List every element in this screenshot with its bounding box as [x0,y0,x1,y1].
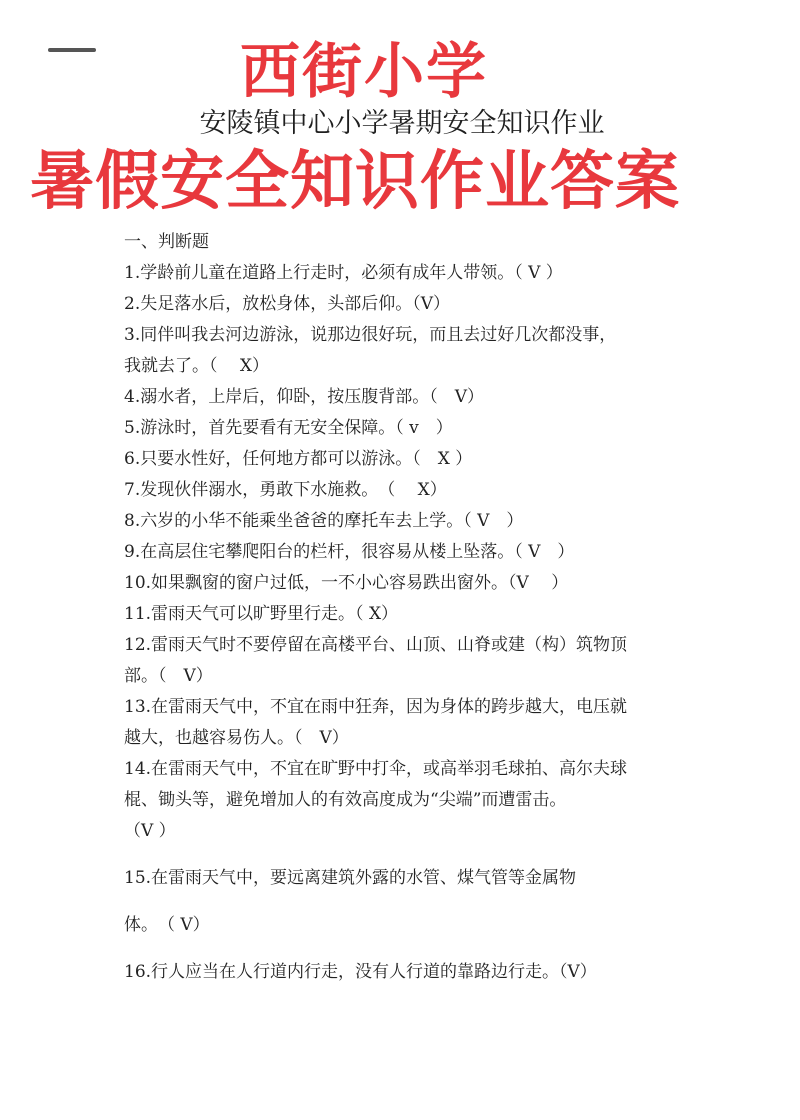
question-line: 9.在高层住宅攀爬阳台的栏杆，很容易从楼上坠落。（ V ） [124,542,575,562]
question-line: 棍、锄头等，避免增加人的有效高度成为“尖端”而遭雷击。 [124,790,567,810]
question-line: （V ） [124,821,176,841]
question-line: 体。 （ V） [124,915,210,935]
school-name-text: 西街小学 [240,37,488,107]
question-list [124,226,684,988]
section-title: 一、判断题 [124,232,209,252]
question-line: 13.在雷雨天气中，不宜在雨中狂奔，因为身体的跨步越大，电压就 [124,697,628,717]
question-line: 10.如果飘窗的窗户过低，一不小心容易跌出窗外。（V ） [124,573,569,593]
question-line: 5.游泳时，首先要看有无安全保障。（ v ） [124,418,453,438]
question-line: 15.在雷雨天气中，要远离建筑外露的水管、煤气管等金属物 [124,868,577,888]
subtitle-text: 安陵镇中心小学暑期安全知识作业 [199,108,605,139]
question-line: 我就去了。（ X） [124,356,270,376]
question-line: 16.行人应当在人行道内行走，没有人行道的靠路边行走。（V） [124,962,597,982]
answer-title: 暑假安全知识作业答案 [30,145,680,219]
school-name-heading [0,34,800,110]
question-line: 4.溺水者，上岸后，仰卧，按压腹背部。（ V） [124,387,484,407]
question-line: 1.学龄前儿童在道路上行走时，必须有成年人带领。（ V ） [124,263,563,283]
document-subtitle [0,104,800,144]
question-line: 3.同伴叫我去河边游泳，说那边很好玩，而且去过好几次都没事， [124,325,617,345]
question-line: 部。（ V） [124,666,213,686]
question-line: 2.失足落水后，放松身体，头部后仰。（V） [124,294,450,314]
question-line: 6.只要水性好，任何地方都可以游泳。（ X ） [124,449,473,469]
question-line: 14.在雷雨天气中，不宜在旷野中打伞，或高举羽毛球拍、高尔夫球 [124,759,628,779]
question-line: 越大，也越容易伤人。（ V） [124,728,349,748]
question-line: 11.雷雨天气可以旷野里行走。（ X） [124,604,399,624]
question-line: 12.雷雨天气时不要停留在高楼平台、山顶、山脊或建（构）筑物顶 [124,635,628,655]
question-line: 8.六岁的小华不能乘坐爸爸的摩托车去上学。（ V ） [124,511,524,531]
question-line: 7.发现伙伴溺水，勇敢下水施救。 （ X） [124,480,447,500]
